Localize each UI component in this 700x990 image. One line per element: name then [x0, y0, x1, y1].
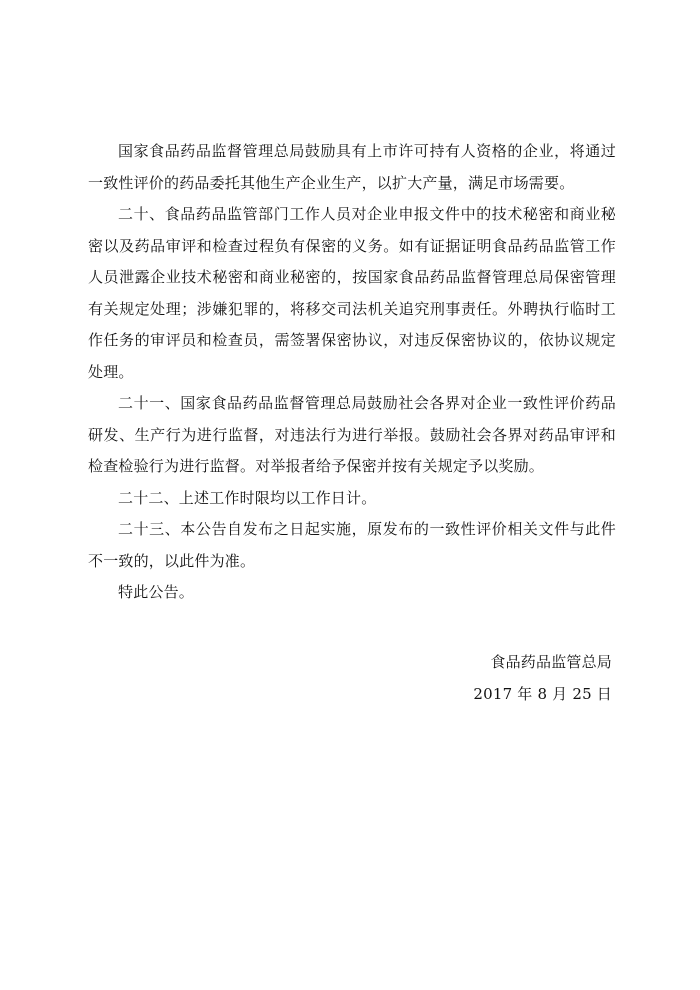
paragraph-article-21: 二十一、国家食品药品监督管理总局鼓励社会各界对企业一致性评价药品研发、生产行为进行监督，对违法行为进行举报。鼓励社会各界对药品审评和检查检验行为进行监督。对举报者给予保密并按有关规定予以奖励。	[88, 394, 616, 475]
signature-block	[473, 646, 612, 710]
document-body	[88, 136, 616, 609]
paragraph-article-22: 二十二、上述工作时限均以工作日计。	[118, 488, 377, 507]
paragraph-article-20: 二十、食品药品监管部门工作人员对企业申报文件中的技术秘密和商业秘密以及药品审评和检查过程负有保密的义务。如有证据证明食品药品监管工作人员泄露企业技术秘密和商业秘密的，按国家食品药品监督管理总局保密管理有关规定处理；涉嫌犯罪的，将移交司法机关追究刑事责任。外聘执行临时工作任务的审评员和检查员，需签署保密协议，对违反保密协议的，依协议规定处理。	[88, 205, 616, 381]
issuer-name: 食品药品监管总局	[490, 653, 612, 671]
issue-date: 2017 年 8 月 25 日	[473, 685, 612, 703]
paragraph-article-23: 二十三、本公告自发布之日起实施，原发布的一致性评价相关文件与此件不一致的，以此件为准。	[88, 520, 616, 570]
paragraph-delegated-production: 国家食品药品监督管理总局鼓励具有上市许可持有人资格的企业，将通过一致性评价的药品委托其他生产企业生产，以扩大产量，满足市场需要。	[88, 142, 616, 192]
paragraph-closing: 特此公告。	[118, 583, 195, 601]
